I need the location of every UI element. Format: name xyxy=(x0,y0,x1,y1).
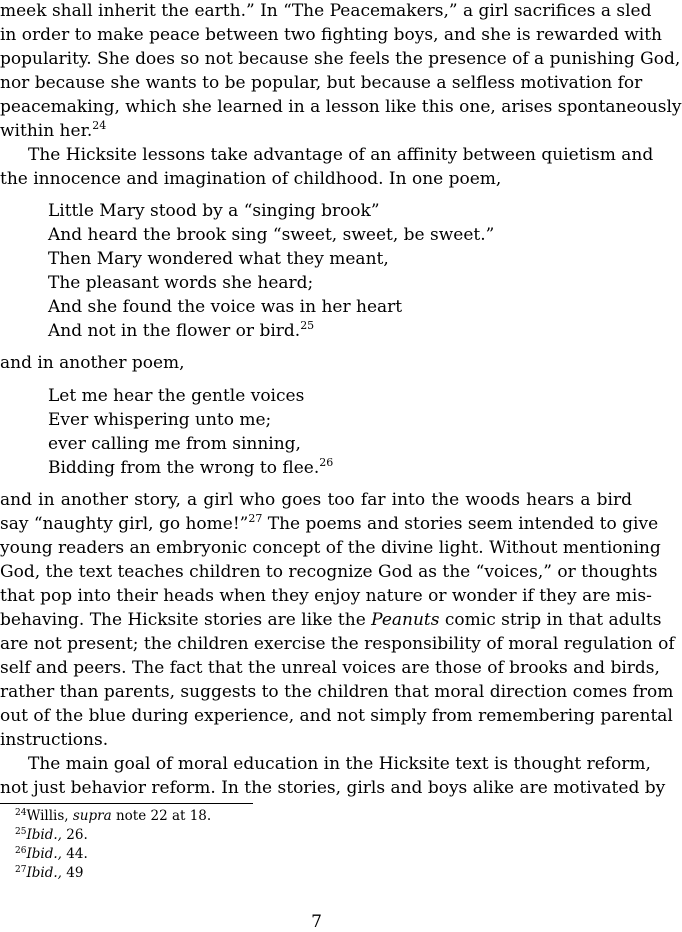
body-line xyxy=(0,512,659,536)
body-text: The poems and stories seem intended to give xyxy=(262,514,659,534)
page-number: 7 xyxy=(311,912,322,932)
verse-text: And not in the flower or bird. xyxy=(48,321,301,341)
body-line xyxy=(0,119,632,143)
footnote-marker: 24 xyxy=(92,119,107,132)
body-line: peacemaking, which she learned in a lesson like this one, arises spontaneously xyxy=(0,97,682,117)
footnote-text: Willis, xyxy=(26,808,73,824)
footnote-italic: supra xyxy=(72,808,112,824)
footnote-number: 27 xyxy=(15,865,27,875)
title-italic: Peanuts xyxy=(371,610,440,630)
verse-text: Bidding from the wrong to flee. xyxy=(48,458,320,478)
body-line: meek shall inherit the earth.” In “The Peacemakers,” a girl sacrifices a sled xyxy=(0,1,652,21)
footnote-marker: 25 xyxy=(300,319,315,332)
footnote-number: 24 xyxy=(15,808,27,818)
footnote-text: 44. xyxy=(61,846,88,862)
body-line: in order to make peace between two fighting boys, and she is rewarded with xyxy=(0,25,662,45)
body-line: that pop into their heads when they enjoy nature or wonder if they are mis- xyxy=(0,586,652,606)
body-line: God, the text teaches children to recognize God as the “voices,” or thoughts xyxy=(0,562,658,582)
footnote-italic: Ibid., xyxy=(26,827,62,843)
body-line: not just behavior reform. In the stories, girls and boys alike are motivated by xyxy=(0,778,666,798)
footnote-marker: 27 xyxy=(248,512,263,525)
verse-line: And she found the voice was in her heart xyxy=(48,297,403,317)
verse-line: ever calling me from sinning, xyxy=(48,434,301,454)
body-line: The main goal of moral education in the Hicksite text is thought reform, xyxy=(28,754,651,774)
body-line: out of the blue during experience, and not simply from remembering parental xyxy=(0,706,673,726)
body-line: and in another story, a girl who goes too far into the woods hears a bird xyxy=(0,490,632,510)
body-line: are not present; the children exercise the responsibility of moral regulation of xyxy=(0,634,675,654)
body-text: behaving. The Hicksite stories are like the xyxy=(0,610,372,630)
footnote-rule xyxy=(0,803,253,804)
verse-line: The pleasant words she heard; xyxy=(48,273,314,293)
body-text: comic strip in that adults xyxy=(439,610,662,630)
footnote-text: 26. xyxy=(61,827,88,843)
body-line: instructions. xyxy=(0,730,109,750)
body-line: young readers an embryonic concept of the divine light. Without mentioning xyxy=(0,538,661,558)
verse-line: Let me hear the gentle voices xyxy=(48,386,305,406)
footnote-marker: 26 xyxy=(319,456,334,469)
footnote xyxy=(15,826,88,844)
verse-line: Little Mary stood by a “singing brook” xyxy=(48,201,380,221)
body-text: say “naughty girl, go home!” xyxy=(0,514,249,534)
verse-line: And heard the brook sing “sweet, sweet, be sweet.” xyxy=(48,225,495,245)
footnote xyxy=(15,845,88,863)
body-text: within her. xyxy=(0,121,93,141)
verse-line: Ever whispering unto me; xyxy=(48,410,272,430)
body-line: The Hicksite lessons take advantage of an affinity between quietism and xyxy=(28,145,654,165)
footnote-number: 26 xyxy=(15,846,27,856)
footnote-text: note 22 at 18. xyxy=(111,808,212,824)
footnote xyxy=(15,807,211,825)
footnote-italic: Ibid., xyxy=(26,846,62,862)
body-line: the innocence and imagination of childhood. In one poem, xyxy=(0,169,502,189)
body-line: rather than parents, suggests to the children that moral direction comes from xyxy=(0,682,674,702)
footnote-text: 49 xyxy=(61,865,84,881)
footnote xyxy=(15,864,83,882)
verse-line xyxy=(48,319,314,343)
body-line: self and peers. The fact that the unreal voices are those of brooks and birds, xyxy=(0,658,660,678)
verse-line xyxy=(48,456,333,480)
verse-line: Then Mary wondered what they meant, xyxy=(48,249,389,269)
footnote-italic: Ibid., xyxy=(26,865,62,881)
body-line xyxy=(0,608,662,632)
body-line: and in another poem, xyxy=(0,353,185,373)
body-line: popularity. She does so not because she feels the presence of a punishing God, xyxy=(0,49,681,69)
footnote-number: 25 xyxy=(15,827,27,837)
body-line: nor because she wants to be popular, but because a selfless motivation for xyxy=(0,73,643,93)
